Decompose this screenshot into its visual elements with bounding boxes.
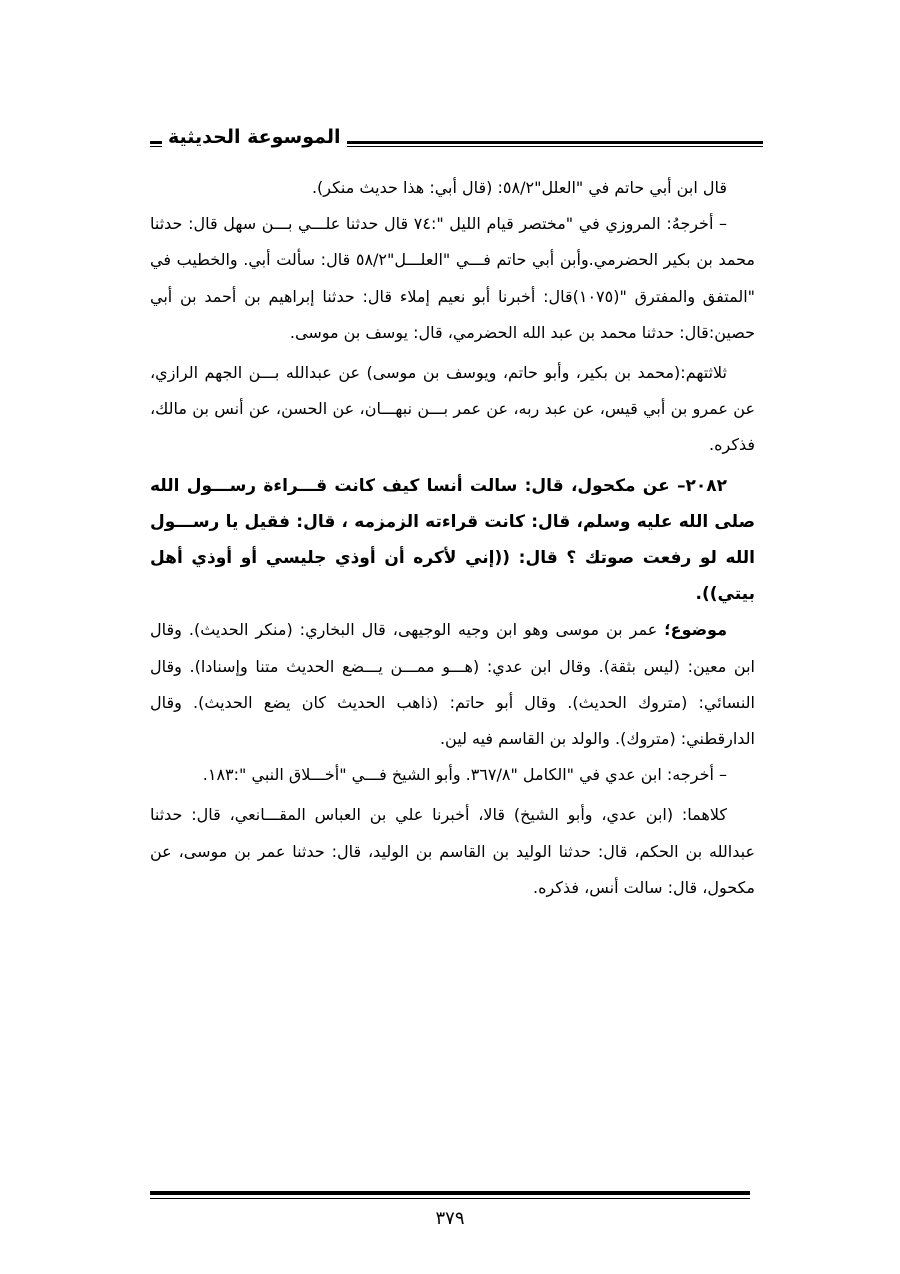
paragraph-ilal-quote: قال ابن أبي حاتم في "العلل"٥٨/٢: (قال أبي: هذا حديث منكر). (311, 178, 727, 197)
header-title: الموسوعة الحديثية (162, 126, 347, 148)
footer-rule (150, 1191, 750, 1199)
running-header (150, 128, 763, 158)
paragraph-grading (150, 612, 755, 757)
grading-text: عمر بن موسى وهو ابن وجيه الوجيهى، قال البخاري: (منكر الحديث). وقال ابن معين: (ليس بثقة). وقال ابن عدي: (هـــو ممـــن يـــضع الحديث متنا وإسنادا). وقال النسائي: (متروك الحديث). وقال أبو حاتم: (ذاهب الحديث كان يضع الحديث). وقال الدارقطني: (متروك). والولد بن القاسم فيه لين. (150, 620, 755, 749)
hadith-2082: ٢٠٨٢– عن مكحول، قال: سالت أنسا كيف كانت قـــراءة رســـول الله صلى الله عليه وسلم، قال: كانت قراءته الزمزمه ، قال: فقيل يا رســـول الله لو رفعت صوتك ؟ قال: ((إني لأكره أن أوذي جليسي أو أوذي أهل بيتي)). (150, 475, 755, 605)
body-text (150, 170, 755, 906)
paragraph-isnad-1: ثلاثتهم:(محمد بن بكير، وأبو حاتم، ويوسف بن موسى) عن عبدالله بـــن الجهم الرازي، عن عمرو بن أبي قيس، عن عبد ربه، عن عمر بـــن نبهـــان، عن الحسن، عن أنس بن مالك، فذكره. (150, 363, 755, 455)
paragraph-takhrij-2: – أخرجه: ابن عدي في "الكامل "٣٦٧/٨. وأبو الشيخ فـــي "أخـــلاق النبي ":١٨٣. (202, 765, 727, 785)
paragraph-isnad-2: كلاهما: (ابن عدي، وأبو الشيخ) قالا، أخبرنا علي بن العباس المقـــانعي، قال: حدثنا عبدالله بن الحكم، قال: حدثنا الوليد بن القاسم بن الوليد، قال: حدثنا عمر بن موسى، عن مكحول، قال: سالت أنس، فذكره. (150, 805, 755, 897)
grading-label: موضوع؛ (664, 620, 727, 640)
paragraph-takhrij-1: – أخرجهُ: المروزي في "مختصر قيام الليل ":٧٤ قال حدثنا علـــي بـــن سهل قال: حدثنا محمد بن بكير الحضرمي.وأبن أبي حاتم فـــي "العلـــل"٥٨/٢ قال: سألت أبي. والخطيب في "المتفق والمفترق "(١٠٧٥)قال: أخبرنا أبو نعيم إملاء قال: حدثنا إبراهيم بن أحمد بن أبي حصين:قال: حدثنا محمد بن عبد الله الحضرمي، قال: يوسف بن موسى. (150, 214, 756, 342)
page-number: ٣٧٩ (435, 1208, 465, 1229)
